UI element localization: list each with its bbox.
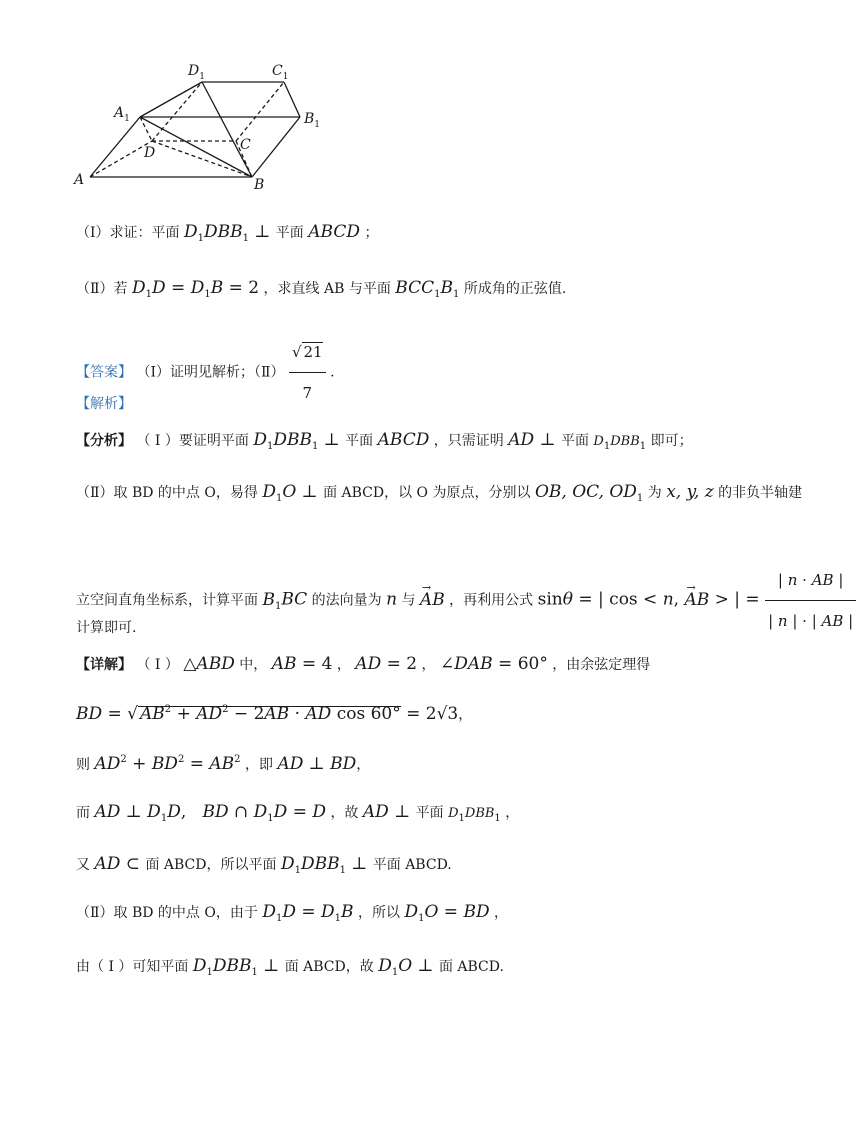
answer-fraction: $\frac{√ 21}{7}$ bbox=[289, 332, 326, 413]
line-you-t1: 又 bbox=[76, 857, 90, 873]
edge-A1D1 bbox=[140, 82, 202, 117]
p2a-t2: 面 ABCD，以 O 为原点，分别以 bbox=[323, 485, 531, 501]
line-ii-t2: ，所以 bbox=[358, 905, 400, 921]
fenxi-t3: ，只需证明 bbox=[433, 433, 504, 449]
line-last: 由（ I ）可知平面 $D_1DBB_1$ ⊥ 面 ABCD，故 $D_1O$ ⊥ 面 ABCD. bbox=[76, 956, 504, 978]
edge-D1B bbox=[202, 82, 252, 177]
line-er-t1: 而 bbox=[76, 805, 90, 821]
p2a-t3: 为 bbox=[647, 485, 662, 501]
question-2: （Ⅱ）若 $D_1D = D_1B = 2$ ，求直线 AB 与平面 $BCC_1B_1$ 所成角的正弦值. bbox=[76, 278, 567, 300]
line-er-t2: ，故 bbox=[330, 805, 359, 821]
q2-text: ，求直线 AB 与平面 bbox=[263, 281, 391, 297]
line-er: 而 AD ⊥ $D_1D$, BD ∩ $D_1D = D$ ，故 AD ⊥ 平面 $D_1DBB_1$ ， bbox=[76, 802, 520, 824]
line-last-t2: 面 ABCD，故 bbox=[284, 959, 374, 975]
p2a-t1: （Ⅱ）取 BD 的中点 O，易得 bbox=[76, 485, 258, 501]
fenxi-t1: （ I ）要证明平面 bbox=[136, 433, 249, 449]
label-A: A bbox=[74, 172, 85, 188]
analysis-tag: 【解析】 bbox=[76, 396, 132, 412]
edge-A1B bbox=[140, 117, 252, 177]
fenxi-t5: 即可； bbox=[650, 433, 693, 449]
line-ii-t1: （Ⅱ）取 BD 的中点 O，由于 bbox=[76, 905, 258, 921]
edge-AA1 bbox=[90, 117, 140, 177]
answer-end: . bbox=[330, 364, 335, 381]
answer-text: （I）证明见解析；（Ⅱ） bbox=[136, 364, 285, 381]
detail-t5: ，由余弦定理得 bbox=[552, 657, 651, 673]
q1-end: ； bbox=[364, 225, 379, 241]
detail-t3: ， bbox=[336, 657, 351, 673]
q1-mid: 平面 bbox=[275, 225, 304, 241]
q2-prefix: （Ⅱ）若 bbox=[76, 281, 128, 297]
q1-prefix: （I）求证：平面 bbox=[76, 225, 180, 241]
detail-tag: 【详解】 bbox=[76, 657, 132, 673]
line-you-t2: 面 ABCD，所以平面 bbox=[145, 857, 277, 873]
line-er-t4: ， bbox=[505, 805, 520, 821]
detail-t2: 中， bbox=[239, 657, 268, 673]
edge-AD bbox=[90, 141, 152, 177]
fenxi-t2: 平面 bbox=[345, 433, 374, 449]
line-ze-t2: ，即 bbox=[244, 757, 273, 773]
line-last-t3: 面 ABCD. bbox=[438, 959, 504, 975]
label-D1: $D_1$ bbox=[188, 63, 205, 82]
label-C: C bbox=[240, 137, 251, 153]
detail-t4: ， bbox=[421, 657, 436, 673]
edge-CC1 bbox=[236, 82, 284, 141]
label-D: D bbox=[144, 145, 156, 161]
geometry-diagram bbox=[66, 55, 336, 195]
line-last-t1: 由（ I ）可知平面 bbox=[76, 959, 189, 975]
fenxi-tag: 【分析】 bbox=[76, 433, 132, 449]
question-1: （I）求证：平面 $D_1DBB_1$ ⊥ 平面 ABCD ； bbox=[76, 222, 379, 244]
p2b-t4: 与 bbox=[401, 592, 416, 609]
formula-fraction: $\frac{| n \cdot AB |}{| n | \cdot | AB |}$ bbox=[765, 560, 856, 641]
line-ii-last: ， bbox=[494, 905, 509, 921]
detail-t1: （ I ） bbox=[136, 657, 179, 673]
line-er-t3: 平面 bbox=[415, 805, 444, 821]
p2b-plane: BC bbox=[281, 589, 308, 610]
edge-BB1 bbox=[252, 117, 300, 177]
edge-DD1 bbox=[152, 82, 202, 141]
answer-tag: 【答案】 bbox=[76, 364, 132, 381]
p2a-t4: 的非负半轴建 bbox=[718, 485, 803, 501]
line-ze-t1: 则 bbox=[76, 757, 90, 773]
line-you: 又 AD ⊂ 面 ABCD，所以平面 $D_1DBB_1$ ⊥ 平面 ABCD. bbox=[76, 854, 452, 876]
fenxi-line: 【分析】 （ I ）要证明平面 $D_1DBB_1$ ⊥ 平面 ABCD ，只需证明 AD ⊥ 平面 $D_1DBB_1$ 即可； bbox=[76, 430, 693, 452]
p2b-t5: ，再利用公式 bbox=[449, 592, 534, 609]
parallelepiped-figure bbox=[66, 55, 336, 195]
edge-C1B1 bbox=[284, 82, 300, 117]
q2-end: 所成角的正弦值. bbox=[463, 281, 567, 297]
edge-DB bbox=[152, 141, 252, 177]
line-you-t3: 平面 ABCD. bbox=[372, 857, 452, 873]
label-B1: $B_1$ bbox=[304, 111, 321, 130]
answer-num: 21 bbox=[303, 343, 323, 361]
q1-plane: ABCD bbox=[308, 222, 360, 242]
p2-line-c: 计算即可. bbox=[76, 620, 137, 636]
p2-line-a: （Ⅱ）取 BD 的中点 O，易得 $D_1O$ ⊥ 面 ABCD，以 O 为原点，分别以 OB, OC, $OD_1$ 为 x, y, z 的非负半轴建 bbox=[76, 482, 803, 504]
label-B: B bbox=[254, 177, 265, 193]
p2-line-b: 立空间直角坐标系，计算平面 $B_1BC$ 的法向量为 n 与 → AB ，再利用公式 sinθ = | cos < n, → AB > | = $\frac{| n \cdot AB |}{| n | \cdot | AB |}$ bbox=[76, 560, 856, 641]
line-ze: 则 $AD^2 + BD^2 = AB^2$ ，即 AD ⊥ BD， bbox=[76, 754, 371, 774]
line-part2: （Ⅱ）取 BD 的中点 O，由于 $D_1D = D_1B$ ，所以 $D_1O$ = BD ， bbox=[76, 902, 509, 924]
detail-line: 【详解】 （ I ） △ABD 中， AB = 4 ， AD = 2 ， ∠DAB = 60° ，由余弦定理得 bbox=[76, 654, 651, 674]
bd-formula: BD = √ $AB^2 + AD^2 - 2AB$ · AD cos 60° = 2√3， bbox=[76, 704, 473, 724]
p2b-t3: 的法向量为 bbox=[311, 592, 382, 609]
label-A1: $A_1$ bbox=[114, 105, 130, 124]
p2b-t1: 立空间直角坐标系，计算平面 bbox=[76, 592, 258, 609]
label-C1: $C_1$ bbox=[272, 63, 289, 82]
answer-den: 7 bbox=[302, 384, 313, 402]
fenxi-t4: 平面 bbox=[560, 433, 589, 449]
